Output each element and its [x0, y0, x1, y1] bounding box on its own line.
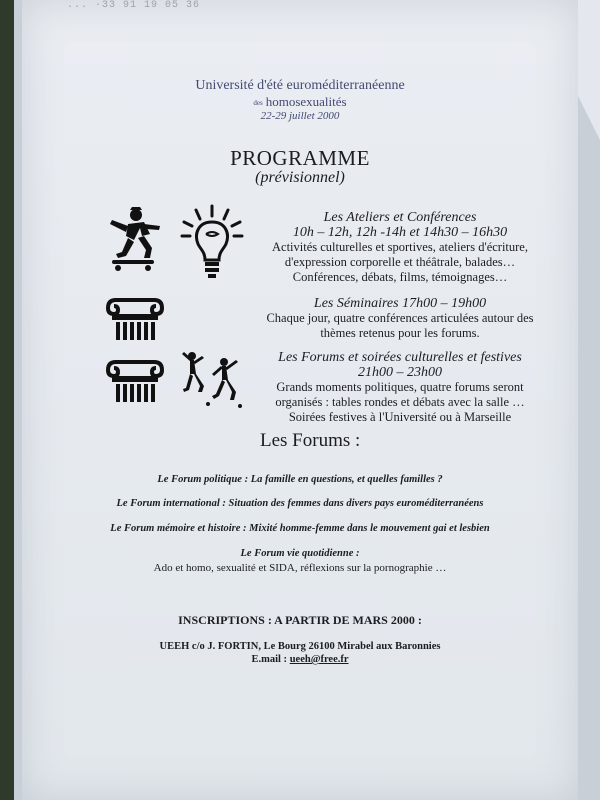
- email-label: E.mail :: [251, 654, 290, 665]
- subject-title: homosexualités: [265, 94, 347, 109]
- title-main: PROGRAMME: [230, 146, 370, 170]
- university-title: Université d'été euroméditerranéenne: [195, 78, 405, 93]
- forum-politique: Le Forum politique : La famille en questions, et quelles familles ?: [157, 474, 443, 485]
- lightbulb-icon: [180, 204, 244, 282]
- title-sub: (prévisionnel): [255, 169, 345, 186]
- event-dates: 22-29 juillet 2000: [260, 110, 340, 122]
- section-seminaires: [250, 296, 550, 341]
- soirees-line: organisés : tables rondes et débats avec la salle …: [275, 395, 525, 409]
- contact-address: UEEH c/o J. FORTIN, Le Bourg 26100 Mirabel aux Baronnies: [159, 641, 441, 652]
- seminaires-line: Chaque jour, quatre conférences articulées autour des: [266, 311, 534, 325]
- faint-top-text: ... ·33 91 19 05 36: [67, 0, 201, 11]
- ionic-capital-icon: [106, 298, 164, 342]
- seminaires-heading: Les Séminaires 17h00 – 19h00: [313, 296, 487, 311]
- soirees-line: Soirées festives à l'Université ou à Marseille: [288, 410, 512, 424]
- email-link[interactable]: ueeh@free.fr: [289, 654, 349, 665]
- forum-vie-detail: Ado et homo, sexualité et SIDA, réflexions sur la pornographie …: [153, 562, 447, 574]
- des-label: des: [253, 99, 263, 108]
- programme-page: [22, 0, 578, 800]
- ateliers-heading: Les Ateliers et Conférences: [323, 210, 477, 225]
- ateliers-line: d'expression corporelle et théâtrale, balades…: [284, 255, 516, 269]
- ionic-capital-icon: [106, 360, 164, 404]
- soirees-line: Grands moments politiques, quatre forums seront: [276, 380, 524, 394]
- soirees-heading: Les Forums et soirées culturelles et festives: [278, 350, 522, 365]
- ateliers-line: Activités culturelles et sportives, ateliers d'écriture,: [272, 240, 528, 254]
- forum-international: Le Forum international : Situation des femmes dans divers pays euroméditerranéens: [116, 498, 484, 509]
- skateboarder-icon: [104, 206, 166, 274]
- programme-title: [22, 146, 578, 187]
- section-soirees: [250, 350, 550, 425]
- dancers-icon: [180, 348, 244, 412]
- ateliers-hours: 10h – 12h, 12h -14h et 14h30 – 16h30: [292, 225, 508, 240]
- forum-vie-quotidienne: Le Forum vie quotidienne :: [240, 548, 360, 559]
- forum-memoire: Le Forum mémoire et histoire : Mixité homme-femme dans le mouvement gai et lesbien: [110, 523, 490, 534]
- header: [22, 78, 578, 122]
- seminaires-line: thèmes retenus pour les forums.: [320, 326, 480, 340]
- inscriptions: INSCRIPTIONS : A PARTIR DE MARS 2000 :: [178, 613, 422, 627]
- forums-heading: Les Forums :: [260, 430, 361, 451]
- contact-block: [22, 640, 578, 666]
- ateliers-line: Conférences, débats, films, témoignages…: [292, 270, 508, 284]
- soirees-hours: 21h00 – 23h00: [358, 365, 442, 380]
- section-ateliers: [250, 210, 550, 285]
